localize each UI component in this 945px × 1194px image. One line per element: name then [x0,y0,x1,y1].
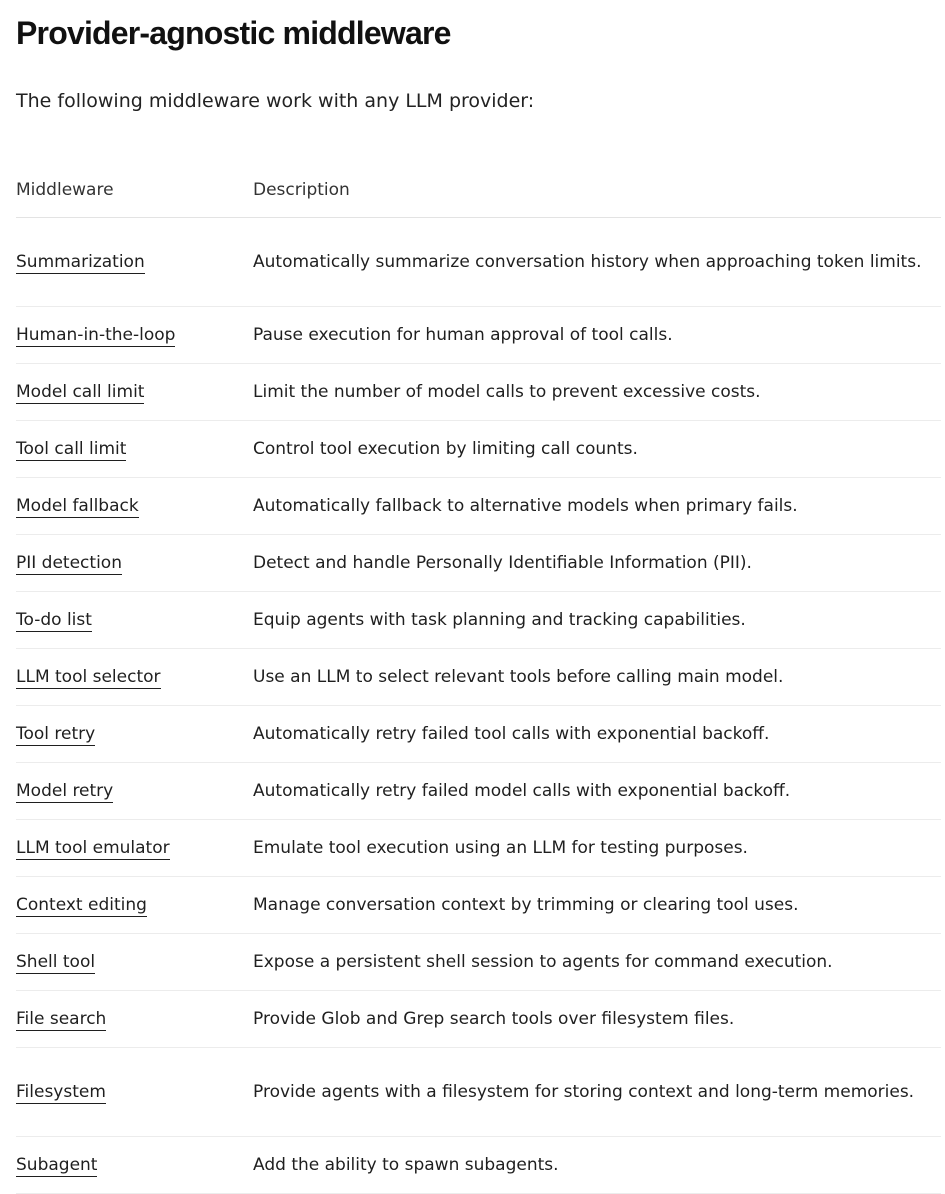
middleware-link-context-editing[interactable]: Context editing [16,895,147,915]
middleware-link-human-in-the-loop[interactable]: Human-in-the-loop [16,325,176,345]
middleware-name-cell [16,934,253,991]
table-row [16,307,941,364]
table-row [16,820,941,877]
table-body [16,218,941,1194]
intro-paragraph: The following middleware work with any LLM provider: [16,90,535,112]
table-row [16,763,941,820]
table-row [16,934,941,991]
table-row [16,535,941,592]
middleware-link-pii-detection[interactable]: PII detection [16,553,122,573]
header-row [16,162,941,218]
middleware-link-subagent[interactable]: Subagent [16,1155,98,1175]
middleware-name-cell [16,592,253,649]
middleware-name-cell [16,307,253,364]
middleware-description: Limit the number of model calls to prevent excessive costs. [253,364,941,421]
middleware-link-tool-call-limit[interactable]: Tool call limit [16,439,127,459]
middleware-description: Provide agents with a filesystem for storing context and long-term memories. [253,1048,941,1137]
middleware-description: Expose a persistent shell session to agents for command execution. [253,934,941,991]
middleware-link-shell-tool[interactable]: Shell tool [16,952,96,972]
middleware-name-cell [16,820,253,877]
middleware-link-llm-tool-selector[interactable]: LLM tool selector [16,667,161,687]
middleware-link-filesystem[interactable]: Filesystem [16,1082,106,1102]
middleware-name-cell [16,991,253,1048]
table-row [16,991,941,1048]
middleware-description: Emulate tool execution using an LLM for testing purposes. [253,820,941,877]
middleware-table [16,162,941,1194]
table-row [16,478,941,535]
table-row [16,1048,941,1137]
middleware-description: Provide Glob and Grep search tools over filesystem files. [253,991,941,1048]
middleware-link-file-search[interactable]: File search [16,1009,107,1029]
middleware-description: Automatically summarize conversation history when approaching token limits. [253,218,941,307]
middleware-name-cell [16,763,253,820]
table-row [16,877,941,934]
middleware-description: Manage conversation context by trimming or clearing tool uses. [253,877,941,934]
table-row [16,706,941,763]
table-row [16,592,941,649]
table-row [16,364,941,421]
middleware-name-cell [16,364,253,421]
middleware-description: Add the ability to spawn subagents. [253,1137,941,1194]
middleware-link-to-do-list[interactable]: To-do list [16,610,92,630]
middleware-description: Use an LLM to select relevant tools before calling main model. [253,649,941,706]
middleware-link-model-retry[interactable]: Model retry [16,781,114,801]
section-heading: Provider-agnostic middleware [16,15,451,51]
middleware-name-cell [16,421,253,478]
table-row [16,421,941,478]
middleware-name-cell [16,1137,253,1194]
middleware-name-cell [16,218,253,307]
middleware-name-cell [16,649,253,706]
middleware-link-model-fallback[interactable]: Model fallback [16,496,139,516]
middleware-link-llm-tool-emulator[interactable]: LLM tool emulator [16,838,170,858]
middleware-description: Control tool execution by limiting call counts. [253,421,941,478]
middleware-name-cell [16,877,253,934]
middleware-description: Detect and handle Personally Identifiable Information (PII). [253,535,941,592]
middleware-name-cell [16,1048,253,1137]
table-header [16,162,941,218]
middleware-link-summarization[interactable]: Summarization [16,252,145,272]
middleware-description: Pause execution for human approval of tool calls. [253,307,941,364]
table-row [16,218,941,307]
middleware-description: Automatically retry failed tool calls with exponential backoff. [253,706,941,763]
column-header-description: Description [253,162,941,218]
middleware-description: Automatically retry failed model calls with exponential backoff. [253,763,941,820]
table-row [16,1137,941,1194]
middleware-name-cell [16,478,253,535]
table-row [16,649,941,706]
column-header-middleware: Middleware [16,162,253,218]
middleware-description: Equip agents with task planning and tracking capabilities. [253,592,941,649]
middleware-link-model-call-limit[interactable]: Model call limit [16,382,145,402]
middleware-description: Automatically fallback to alternative models when primary fails. [253,478,941,535]
middleware-link-tool-retry[interactable]: Tool retry [16,724,96,744]
middleware-name-cell [16,706,253,763]
middleware-name-cell [16,535,253,592]
